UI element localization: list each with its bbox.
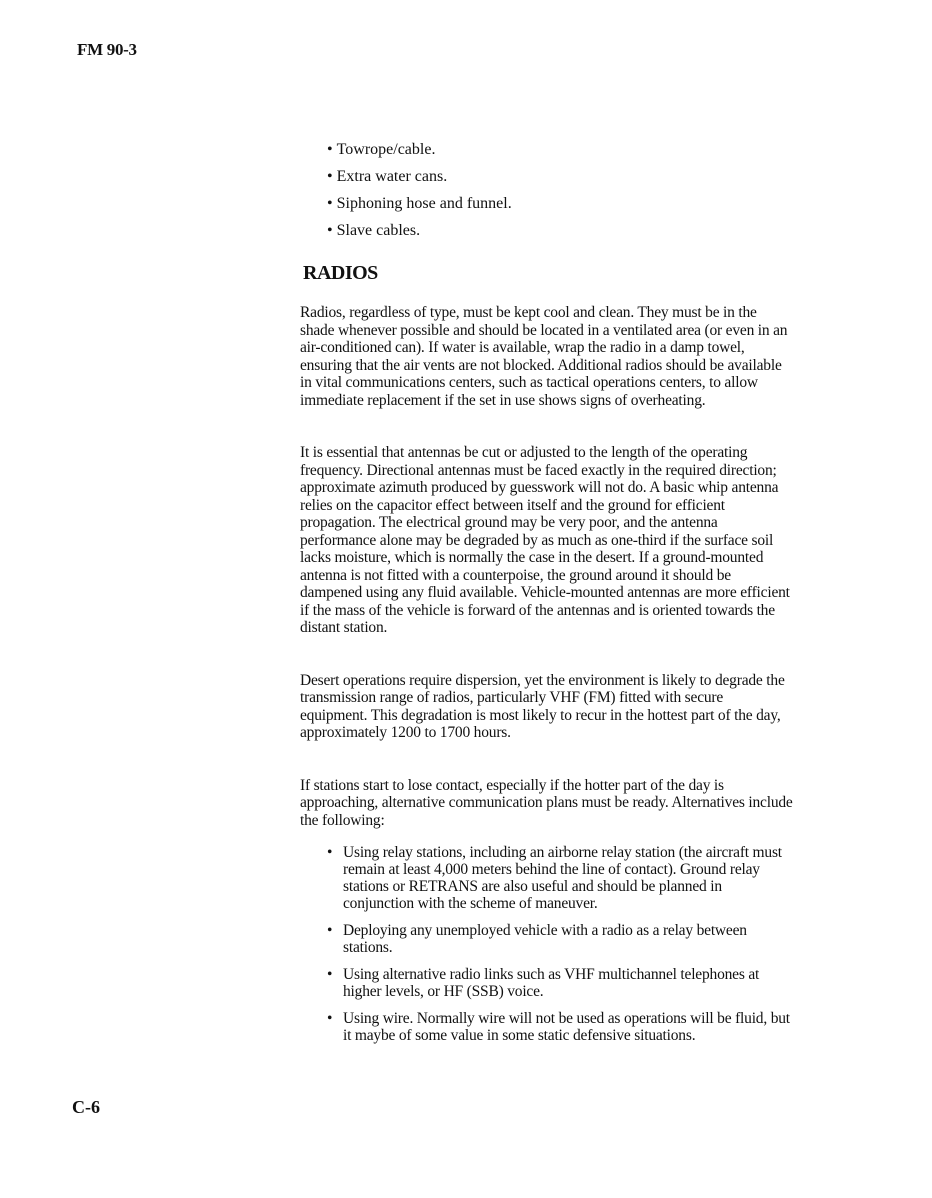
page-number: C-6 xyxy=(72,1097,100,1117)
list-item: • Using relay stations, including an airborne relay station (the aircraft must remain at least 4,000 meters behind the line of contact). Ground relay stations or RETRANS are also useful and should be planned in conjunction with the scheme of maneuver. xyxy=(327,844,782,912)
bullet-icon: • xyxy=(327,1010,333,1027)
list-item: • Slave cables. xyxy=(327,221,794,241)
bullet-icon: • xyxy=(327,844,333,861)
list-item: • Extra water cans. xyxy=(327,167,794,187)
page-content xyxy=(300,140,794,1054)
paragraph-lost-contact: If stations start to lose contact, especially if the hotter part of the day is approaching, alternative communication plans must be ready. Alternatives include the following: xyxy=(300,776,793,829)
equipment-list xyxy=(327,140,794,241)
section-heading: RADIOS xyxy=(303,262,378,284)
list-item: • Siphoning hose and funnel. xyxy=(327,194,794,214)
paragraph-antennas: It is essential that antennas be cut or adjusted to the length of the operating frequency. Directional antennas must be faced exactly in the required direction; approximate azimuth produced by guesswork will not do. A basic whip antenna relies on the capacitor effect between itself and the ground for efficient propagation. The electrical ground may be very poor, and the antenna performance alone may be degraded by as much as one-third if the surface soil lacks moisture, which is normally the case in the desert. If a ground-mounted antenna is not fitted with a counterpoise, the ground around it should be dampened using any fluid available. Vehicle-mounted antennas are more efficient if the mass of the vehicle is forward of the antennas and is oriented towards the distant station. xyxy=(300,444,790,636)
list-item: • Using wire. Normally wire will not be used as operations will be fluid, but it maybe of some value in some static defensive situations. xyxy=(327,1010,790,1044)
list-item: • Deploying any unemployed vehicle with a radio as a relay between stations. xyxy=(327,922,747,956)
page-header: FM 90-3 xyxy=(77,40,137,59)
bullet-icon: • xyxy=(327,922,333,939)
list-item: • Using alternative radio links such as VHF multichannel telephones at higher levels, or HF (SSB) voice. xyxy=(327,966,760,1000)
alternatives-list xyxy=(327,844,794,1044)
list-item: • Towrope/cable. xyxy=(327,140,794,160)
paragraph-dispersion: Desert operations require dispersion, yet the environment is likely to degrade the transmission range of radios, particularly VHF (FM) fitted with secure equipment. This degradation is most likely to recur in the hottest part of the day, approximately 1200 to 1700 hours. xyxy=(300,671,785,741)
paragraph-radios-care: Radios, regardless of type, must be kept cool and clean. They must be in the shade whenever possible and should be located in a ventilated area (or even in an air-conditioned can). If water is available, wrap the radio in a damp towel, ensuring that the air vents are not blocked. Additional radios should be available in vital communications centers, such as tactical operations centers, to allow immediate replacement if the set in use shows signs of overheating. xyxy=(300,304,788,409)
bullet-icon: • xyxy=(327,966,333,983)
